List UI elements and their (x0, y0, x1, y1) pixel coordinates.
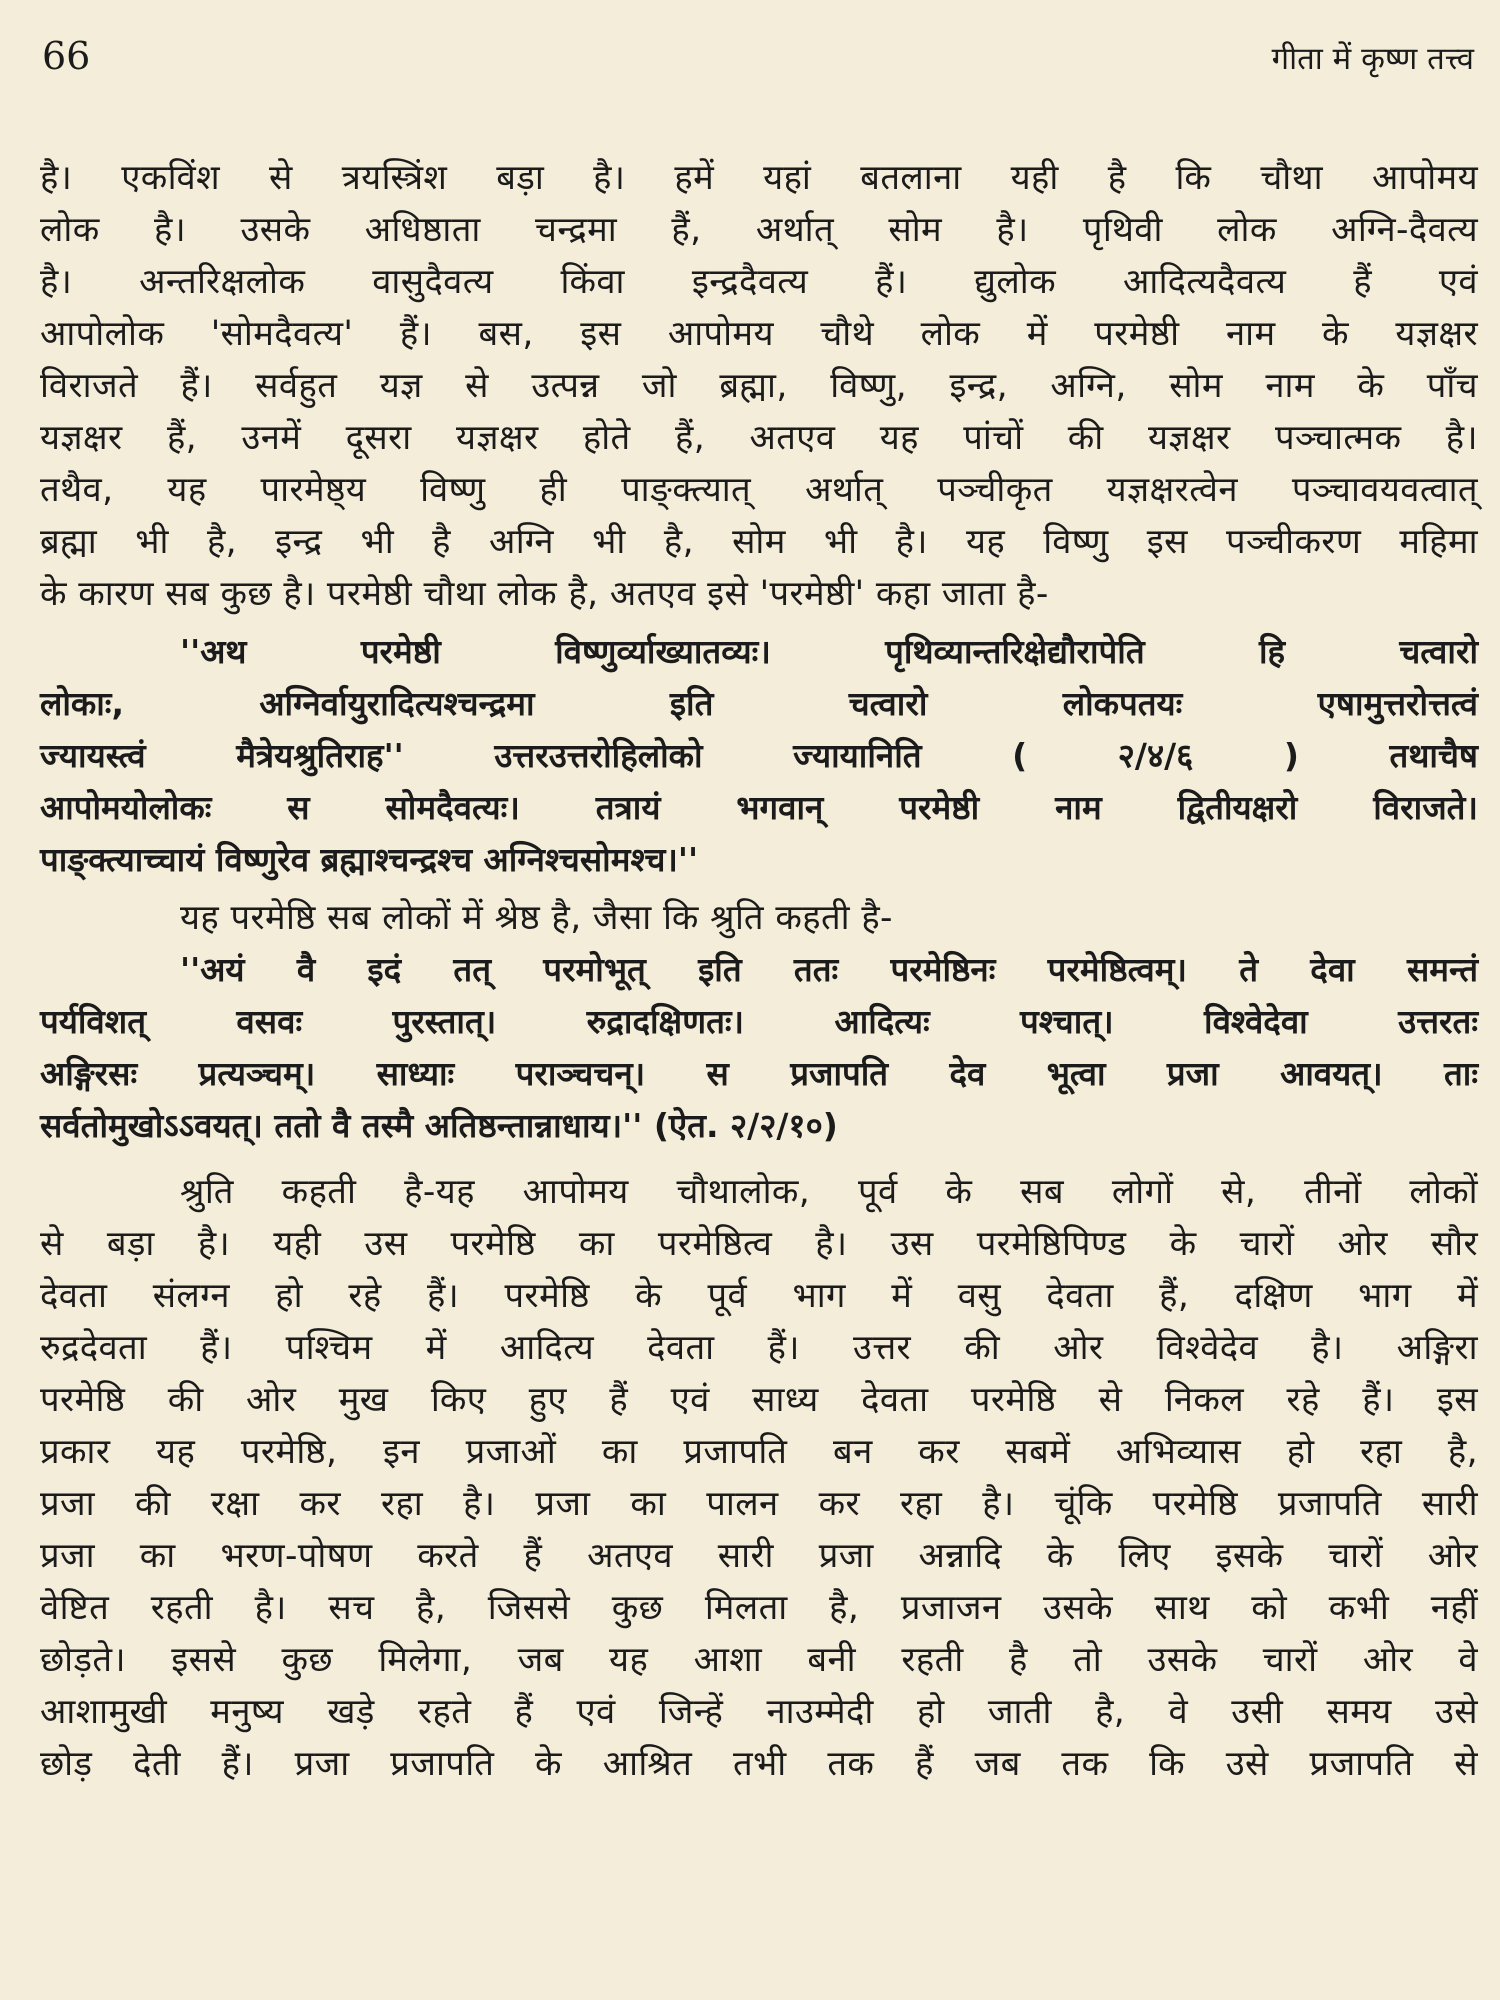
quote-line: लोकाः, अग्निर्वायुरादित्यश्चन्द्रमा इति चत्वारो लोकपतयः एषामुत्तरोत्तत्वं (40, 684, 1478, 723)
text-line: है। अन्तरिक्षलोक वासुदैवत्य किंवा इन्द्रदैवत्य हैं। द्युलोक आदित्यदैवत्य हैं एवं (40, 262, 1478, 302)
text-line: लोक है। उसके अधिष्ठाता चन्द्रमा हैं, अर्थात् सोम है। पृथिवी लोक अग्नि-दैवत्य (40, 210, 1478, 250)
text-line: यज्ञक्षर हैं, उनमें दूसरा यज्ञक्षर होते हैं, अतएव यह पांचों की यज्ञक्षर पञ्चात्मक है। (40, 418, 1478, 458)
quote-line: अङ्गिरसः प्रत्यञ्चम्। साध्याः पराञ्चचन्। स प्रजापति देव भूत्वा प्रजा आवयत्। ताः (40, 1054, 1478, 1093)
text-line: परमेष्ठि की ओर मुख किए हुए हैं एवं साध्य देवता परमेष्ठि से निकल रहे हैं। इस (40, 1380, 1478, 1420)
quote-line: ''अयं वै इदं तत् परमोभूत् इति ततः परमेष्ठिनः परमेष्ठित्वम्। ते देवा समन्तं (180, 950, 1478, 989)
sanskrit-quote-2 (40, 944, 1478, 1152)
text-line: छोड़ते। इससे कुछ मिलेगा, जब यह आशा बनी रहती है तो उसके चारों ओर वे (40, 1640, 1478, 1680)
running-head: गीता में कृष्ण तत्त्व (1271, 41, 1474, 77)
quote-line: पर्यविशत् वसवः पुरस्तात्। रुद्रादक्षिणतः। आदित्यः पश्चात्। विश्वेदेवा उत्तरतः (40, 1002, 1478, 1041)
text-line: यह परमेष्ठि सब लोकों में श्रेष्ठ है, जैसा कि श्रुति कहती है- (180, 898, 893, 938)
quote-line: ''अथ परमेष्ठी विष्णुर्व्याख्यातव्यः। पृथिव्यान्तरिक्षेद्यौरापेति हि चत्वारो (180, 632, 1478, 671)
text-line: विराजते हैं। सर्वहुत यज्ञ से उत्पन्न जो ब्रह्मा, विष्णु, इन्द्र, अग्नि, सोम नाम के पाँच (40, 366, 1478, 406)
text-line: तथैव, यह पारमेष्ठ्य विष्णु ही पाङ्क्त्यात् अर्थात् पञ्चीकृत यज्ञक्षरत्वेन पञ्चावयवत्वात् (40, 470, 1478, 510)
paragraph-1 (40, 152, 1478, 620)
page-number: 66 (42, 34, 91, 78)
quote-line: ज्यायस्त्वं मैत्रेयश्रुतिराह'' उत्तरउत्तरोहिलोको ज्यायानिति ( २/४/६ ) तथाचैष (40, 736, 1478, 775)
text-line: के कारण सब कुछ है। परमेष्ठी चौथा लोक है, अतएव इसे 'परमेष्ठी' कहा जाता है- (40, 574, 1049, 614)
paragraph-3 (40, 1166, 1478, 1790)
text-line: ब्रह्मा भी है, इन्द्र भी है अग्नि भी है, सोम भी है। यह विष्णु इस पञ्चीकरण महिमा (40, 522, 1478, 562)
text-line: देवता संलग्न हो रहे हैं। परमेष्ठि के पूर्व भाग में वसु देवता हैं, दक्षिण भाग में (40, 1276, 1478, 1316)
sanskrit-quote-1 (40, 626, 1478, 886)
text-line: है। एकविंश से त्रयस्त्रिंश बड़ा है। हमें यहां बतलाना यही है कि चौथा आपोमय (40, 158, 1478, 198)
text-line: आशामुखी मनुष्य खड़े रहते हैं एवं जिन्हें नाउम्मेदी हो जाती है, वे उसी समय उसे (40, 1692, 1478, 1732)
text-line: प्रजा का भरण-पोषण करते हैं अतएव सारी प्रजा अन्नादि के लिए इसके चारों ओर (40, 1536, 1478, 1576)
text-line: श्रुति कहती है-यह आपोमय चौथालोक, पूर्व के सब लोगों से, तीनों लोकों (180, 1172, 1478, 1212)
text-line: प्रजा की रक्षा कर रहा है। प्रजा का पालन कर रहा है। चूंकि परमेष्ठि प्रजापति सारी (40, 1484, 1478, 1524)
text-line: छोड़ देती हैं। प्रजा प्रजापति के आश्रित तभी तक हैं जब तक कि उसे प्रजापति से (40, 1744, 1478, 1784)
quote-line: पाङ्क्त्याच्चायं विष्णुरेव ब्रह्माश्चन्द्रश्च अग्निश्चसोमश्च।'' (40, 840, 699, 879)
text-line: रुद्रदेवता हैं। पश्चिम में आदित्य देवता हैं। उत्तर की ओर विश्वेदेव है। अङ्गिरा (40, 1328, 1478, 1368)
text-line: वेष्टित रहती है। सच है, जिससे कुछ मिलता है, प्रजाजन उसके साथ को कभी नहीं (40, 1588, 1478, 1628)
text-line: प्रकार यह परमेष्ठि, इन प्रजाओं का प्रजापति बन कर सबमें अभिव्यास हो रहा है, (40, 1432, 1478, 1472)
paragraph-2 (40, 892, 1478, 944)
text-line: आपोलोक 'सोमदैवत्य' हैं। बस, इस आपोमय चौथे लोक में परमेष्ठी नाम के यज्ञक्षर (40, 314, 1478, 354)
text-line: से बड़ा है। यही उस परमेष्ठि का परमेष्ठित्व है। उस परमेष्ठिपिण्ड के चारों ओर सौर (40, 1224, 1478, 1264)
page-header (40, 34, 1478, 92)
quote-line: आपोमयोलोकः स सोमदैवत्यः। तत्रायं भगवान् परमेष्ठी नाम द्वितीयक्षरो विराजते। (40, 788, 1478, 827)
quote-line: सर्वतोमुखोऽऽवयत्। ततो वै तस्मै अतिष्ठन्तान्नाधाय।'' (ऐत. २/२/१०) (40, 1106, 838, 1145)
